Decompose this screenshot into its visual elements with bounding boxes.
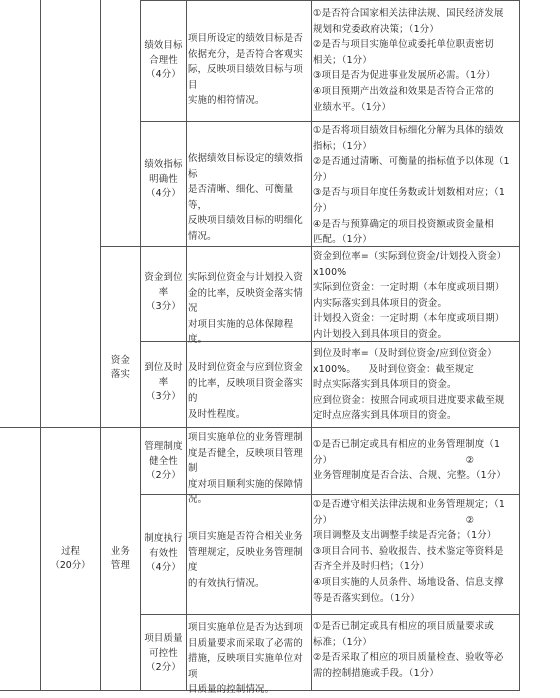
indicator-description: 项目实施是否符合相关业务 管理规定，反映业务管理制度 的有效执行情况。 xyxy=(188,531,303,589)
indicator-description: 实际到位资金与计划投入资 金的比率，反映资金落实情况 对项目实施的总体保障程度。 xyxy=(188,272,303,346)
column-divider xyxy=(311,0,312,691)
indicator-score: （4分） xyxy=(146,562,181,574)
indicator-name: 资金到位率 xyxy=(144,272,183,298)
indicator-criteria: ①是否遵守相关法律法规和业务管理规定；（1 分） ② 项目调整及支出调整手续是否完备；（1分） ③项目合同书、验收报告、技术鉴定等资料是 否齐全并及时归档；（1分） ④项目实施的人员条件、场地设备、信息支撑 等是否落实到位。（1分） xyxy=(313,499,506,604)
indicator-score: （4分） xyxy=(146,188,181,200)
level2-funds-cell xyxy=(101,247,140,427)
indicator-criteria: ①是否将项目绩效目标细化分解为具体的绩效 指标；（1分） ②是否通过清晰、可衡量的指标值予以体现（1 分） ③是否与项目年度任务数或计划数相对应；（1 分） ④是否与预算确定的项目投资额或资金量相 匹配。（1分） xyxy=(313,125,510,246)
indicator-score: （2分） xyxy=(146,662,181,674)
indicator-criteria: 到位及时率=（及时到位资金/应到位资金） x100%。 及时到位资金：截至规定 时点实际落实到具体项目的资金。 应到位资金：按照合同或项目进度要求截至规 定时点应落实到具体项目的资金。 xyxy=(313,348,505,422)
level2-funds-label: 资金 落实 xyxy=(110,354,131,380)
row-divider xyxy=(140,121,520,122)
indicator-score: （2分） xyxy=(146,470,181,482)
level1-process-score: （20分） xyxy=(50,560,91,571)
indicator-criteria: ①是否符合国家相关法律法规、国民经济发展 规划和党委政府决策；（1分） ②是否与项目实施单位或委托单位职责密切 相关；（1分） ③项目是否为促进事业发展所必需。（1分） ④项目预期产出效益和效果是否符合正常的 业绩水平。（1分） xyxy=(313,8,504,113)
indicator-name-cell xyxy=(141,150,186,210)
indicator-score: （3分） xyxy=(146,301,181,313)
indicator-name: 项目质量 可控性 xyxy=(144,633,183,659)
level1-process-name: 过程 xyxy=(61,545,80,557)
indicator-name-cell xyxy=(141,627,186,681)
indicator-name: 绩效目标 合理性 xyxy=(144,40,183,66)
level2-business-label: 业务 管理 xyxy=(110,545,131,571)
level2-business-cell xyxy=(101,428,140,690)
column-divider xyxy=(519,0,520,691)
indicator-name-cell xyxy=(141,36,186,86)
indicator-score: （4分） xyxy=(146,69,181,81)
level1-process-cell xyxy=(41,428,100,690)
indicator-name: 制度执行 有效性 xyxy=(144,533,183,559)
row-divider xyxy=(140,614,520,615)
indicator-name: 到位及时率 xyxy=(144,362,183,388)
indicator-name-cell xyxy=(141,527,186,581)
indicator-criteria: ①是否已制定或具有相应的业务管理制度（1 分） ② 业务管理制度是否合法、合规、完整。（1分） xyxy=(313,439,506,482)
column-divider xyxy=(186,0,187,691)
row-divider xyxy=(140,0,520,1)
indicator-description: 项目实施单位是否为达到项 目质量要求而采取了必需的 措施，反映项目实施单位对项 目质量的控制情况。 xyxy=(188,622,303,696)
indicator-name-cell xyxy=(141,272,186,313)
indicator-criteria: ①是否已制定或具有相应的项目质量要求或 标准；（1分） ②是否采取了相应的项目质量检查、验收等必 需的控制措施或手段。（1分） xyxy=(313,621,504,679)
indicator-score: （3分） xyxy=(146,391,181,403)
indicator-name-cell xyxy=(141,437,186,487)
indicator-name-cell xyxy=(141,362,186,403)
indicator-name: 管理制度 健全性 xyxy=(144,441,183,467)
indicator-criteria: 资金到位率=（实际到位资金/计划投入资金） x100% 实际到位资金：一定时期（本年度或项目期） 内实际落实到具体项目的资金。 计划投入资金：一定时期（本年度或项目期） 内计划投入到具体项目的资金。 xyxy=(313,251,507,340)
indicator-description: 及时到位资金与应到位资金 的比率，反映项目资金落实的 及时性程度。 xyxy=(188,362,303,420)
indicator-description: 项目实施单位的业务管理制 度是否健全，反映项目管理制 度对项目顺利实施的保障情 况。 xyxy=(188,432,303,506)
indicator-name: 绩效指标 明确性 xyxy=(144,159,183,185)
column-divider xyxy=(140,0,141,691)
indicator-description: 项目所设定的绩效目标是否 依据充分，是否符合客观实 际，反映项目绩效目标与项目 实施的相符情况。 xyxy=(188,33,303,107)
indicator-description: 依据绩效目标设定的绩效指标 是否清晰、细化、可衡量等， 反映项目绩效目标的明细化 情况。 xyxy=(188,153,303,242)
